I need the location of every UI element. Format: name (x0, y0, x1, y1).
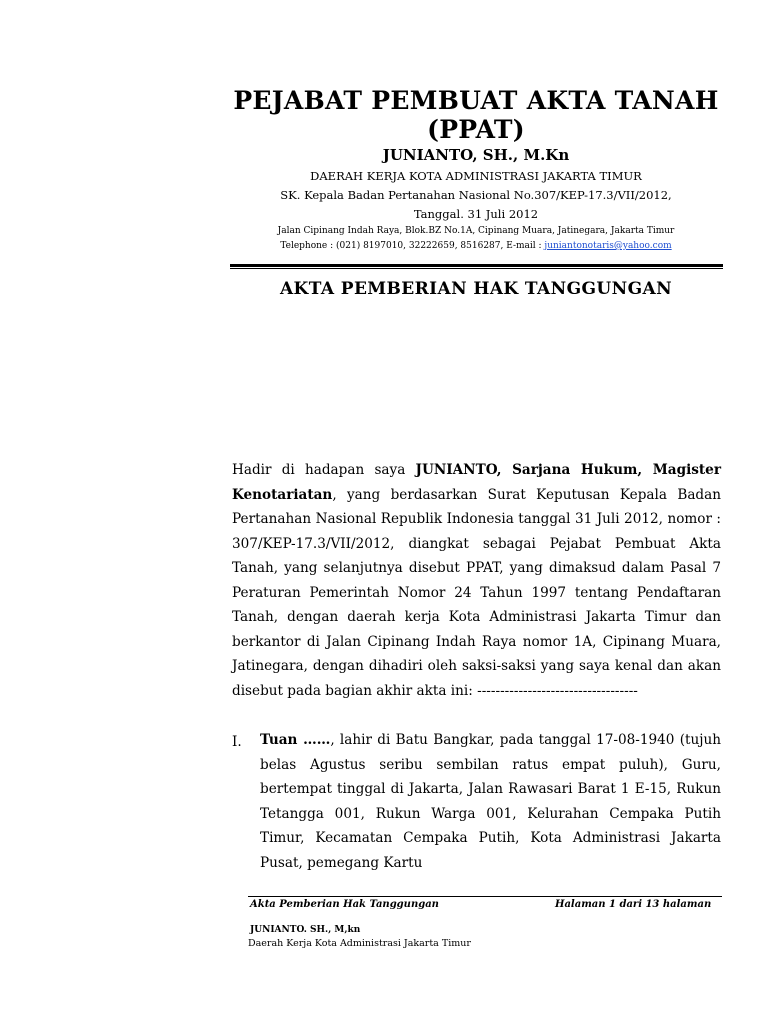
ppat-name: JUNIANTO, SH., M.Kn (382, 146, 570, 164)
para-start: Hadir di hadapan saya (232, 462, 416, 478)
header-divider (230, 264, 723, 267)
para-rest: , yang berdasarkan Surat Keputusan Kepala Badan Pertanahan Nasional Republik Indonesia tanggal 31 Juli 2012, nomor : 307/KEP-17.3/VII/2012, diangkat sebagai Pejabat Pembuat Akta Tanah, yang selanjutnya disebut PPAT, yang dimaksud dalam Pasal 7 Peraturan Pemerintah Nomor 24 Tahun 1997 tentang Pendaftaran Tanah, dengan daerah kerja Kota Administrasi Jakarta Timur dan berkantor di Jalan Cipinang Indah Raya nomor 1A, Cipinang Muara, Jatinegara, dengan dihadiri oleh saksi-saksi yang saya kenal dan akan disebut pada bagian akhir akta ini: ----------------------------------- (232, 486, 721, 699)
header-divider-thin (230, 268, 723, 269)
phone-text: Telephone : (021) 8197010, 32222659, 8516287, E-mail : (280, 241, 545, 251)
para-bold-name: JUNIANTO, Sarjana Hukum, Magister Kenotariatan (232, 462, 721, 503)
item-details: , lahir di Batu Bangkar, pada tanggal 17-08-1940 (tujuh belas Agustus seribu sembilan ratus empat puluh), Guru, bertempat tinggal di Jakarta, Jalan Rawasari Barat 1 E-15, Rukun Tetangga 001, Rukun Warga 001, Kelurahan Cempaka Putih Timur, Kecamatan Cempaka Putih, Kota Administrasi Jakarta Pusat, pemegang Kartu (260, 732, 721, 871)
decree-line: SK. Kepala Badan Pertanahan Nasional No.307/KEP-17.3/VII/2012, (280, 188, 672, 202)
footer-page-info: Halaman 1 dari 13 halaman (555, 899, 712, 910)
contact-line (230, 241, 722, 251)
footer-ppat-name: JUNIANTO. SH., M,kn (250, 925, 361, 935)
item-text (260, 728, 721, 875)
office-address: Jalan Cipinang Indah Raya, Blok.BZ No.1A, Cipinang Muara, Jatinegara, Jakarta Timur (277, 226, 675, 236)
opening-paragraph (232, 458, 721, 703)
work-region: DAERAH KERJA KOTA ADMINISTRASI JAKARTA TIMUR (310, 169, 642, 183)
decree-date: Tanggal. 31 Juli 2012 (413, 207, 539, 221)
item-bold-name: Tuan …… (260, 732, 331, 748)
office-title: PEJABAT PEMBUAT AKTA TANAH (PPAT) (233, 86, 719, 144)
footer-divider (248, 896, 722, 897)
email-link[interactable]: juniantonotaris@yahoo.com (544, 241, 672, 251)
footer-doc-name: Akta Pemberian Hak Tanggungan (250, 899, 439, 910)
footer-work-area: Daerah Kerja Kota Administrasi Jakarta Timur (248, 938, 471, 949)
document-title: AKTA PEMBERIAN HAK TANGGUNGAN (279, 279, 673, 299)
item-number: I. (232, 734, 242, 750)
